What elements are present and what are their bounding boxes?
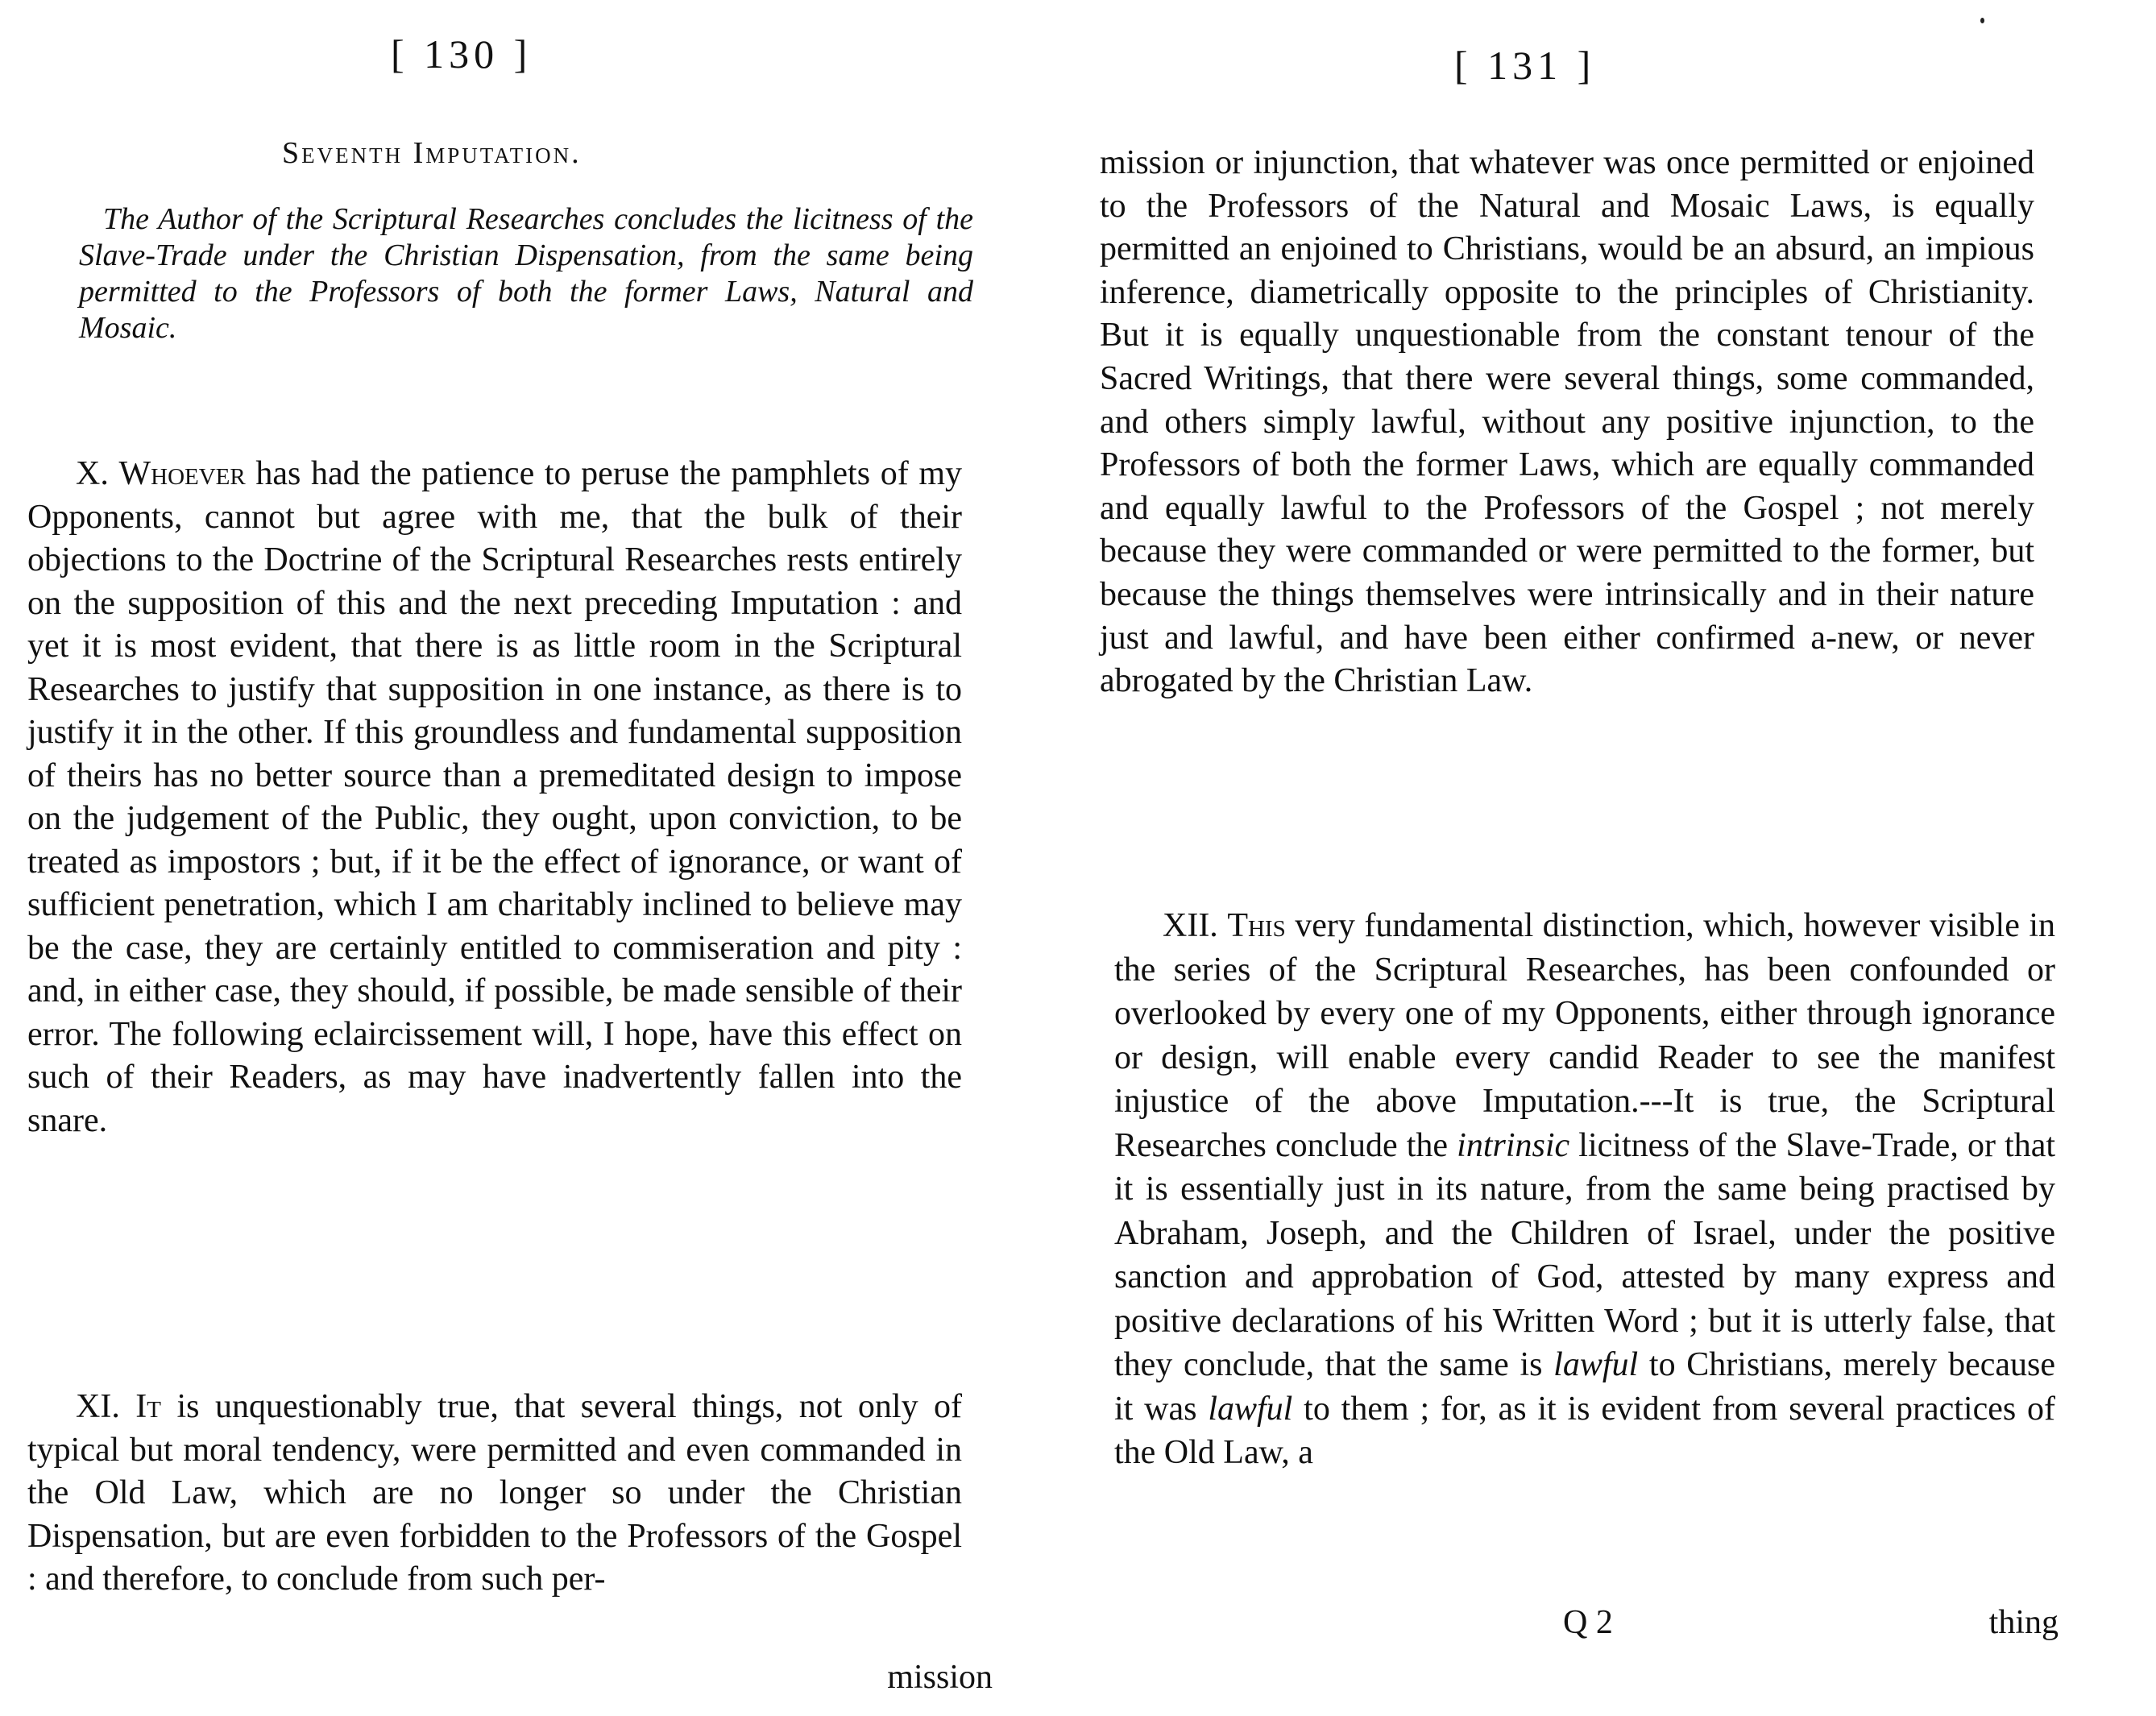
paragraph-number: XII. <box>1163 907 1218 944</box>
catchword-right: thing <box>1988 1604 2059 1641</box>
paragraph-number: X. <box>76 455 109 492</box>
right-page <box>1100 0 2063 1716</box>
paragraph-text: has had the patience to peruse the pamphlets of my Opponents, cannot but agree with me, that the bulk of their objections to the Doctrine of the Scriptural Researches rests entirely on the supposition of this and the next preceding Imputation : and yet it is most evident, that there is as little room in the Scriptural Researches to justify that supposition in one instance, as there is to justify it in the other. If this groundless and fundamental supposition of theirs has no better source than a premeditated design to impose on the judgement of the Public, they ought, upon conviction, to be treated as impostors ; but, if it be the effect of ignorance, or want of sufficient penetration, which I am charitably inclined to believe may be the case, they are certainly entitled to commiseration and pity : and, in either case, they should, if possible, be made sensible of their error. The following eclaircissement will, I hope, have this effect on such of their Readers, as may have inadvertently fallen into the snare. <box>27 455 963 1139</box>
emphasis-intrinsic: intrinsic <box>1457 1126 1570 1164</box>
page-number-130: [ 130 ] <box>391 31 533 77</box>
paragraph-text-part-4: to them ; for, as it is evident from several practices of the Old Law, a <box>1114 1390 2056 1471</box>
left-page <box>24 0 993 1716</box>
paragraph-xii <box>1114 904 2055 1475</box>
paragraph-text-part-3: to Christians, merely because it was <box>1114 1346 2056 1428</box>
page-number-131: [ 131 ] <box>1454 43 1596 88</box>
paragraph-lead-word: This <box>1227 907 1286 944</box>
paragraph-lead-word: It <box>135 1388 161 1425</box>
paragraph-text-part-1: very fundamental distinction, which, however visible in the series of the Scriptural Researches, has been confounded or overlooked by every one of my Opponents, either through ignorance or design, will enable every candid Reader to see the manifest injustice of the above Imputation.---It is true, the Scriptural Researches conclude the <box>1114 907 2056 1164</box>
paragraph-text-part-2: licitness of the Slave-Trade, or that it is essentially just in its nature, from the same being practised by Abraham, Joseph, and the Children of Israel, under the positive sanction and approbation of God, attested by many express and positive declarations of his Written Word ; but it is utterly false, that they conclude, that the same is <box>1114 1126 2056 1383</box>
page-footer <box>1100 1603 2059 1652</box>
signature-mark: Q 2 <box>1563 1604 1613 1641</box>
paragraph-number: XI. <box>76 1388 120 1425</box>
catchword-left: mission <box>887 1659 993 1696</box>
paragraph-text: is unquestionably true, that several things, not only of typical but moral tendency, were permitted and even commanded in the Old Law, which are no longer so under the Christian Dispensation, but are even forbidden to the Professors of the Gospel : and therefore, to conclude from such per- <box>27 1388 963 1598</box>
emphasis-lawful-2: lawful <box>1208 1390 1293 1428</box>
paragraph-x <box>27 453 962 1142</box>
emphasis-lawful-1: lawful <box>1553 1346 1639 1383</box>
paragraph-lead-word: Whoever <box>118 455 246 492</box>
paragraph-xi <box>27 1386 962 1602</box>
section-title: Seventh Imputation. <box>282 136 582 170</box>
imputation-summary: The Author of the Scriptural Researches concludes the licitness of the Slave-Trade under the Christian Dispensation, from the same being permitted to the Professors of both the former Laws, Natural and Mosaic. <box>79 202 973 345</box>
paragraph-xi-continuation: mission or injunction, that whatever was once permitted or enjoined to the Professors of the Natural and Mosaic Laws, is equally permitted an enjoined to Christians, would be an absurd, an impious inference, diametrically opposite to the principles of Christianity. But it is equally unquestionable from the constant tenour of the Sacred Writings, that there were several things, some commanded, and others simply lawful, without any positive injunction, to the Professors of both the former Laws, which are equally commanded and equally lawful to the Professors of the Gospel ; not merely because they were commanded or were permitted to the former, but because the things themselves were intrinsically and in their nature just and lawful, and have been either confirmed a-new, or never abrogated by the Christian Law. <box>1100 144 2034 700</box>
